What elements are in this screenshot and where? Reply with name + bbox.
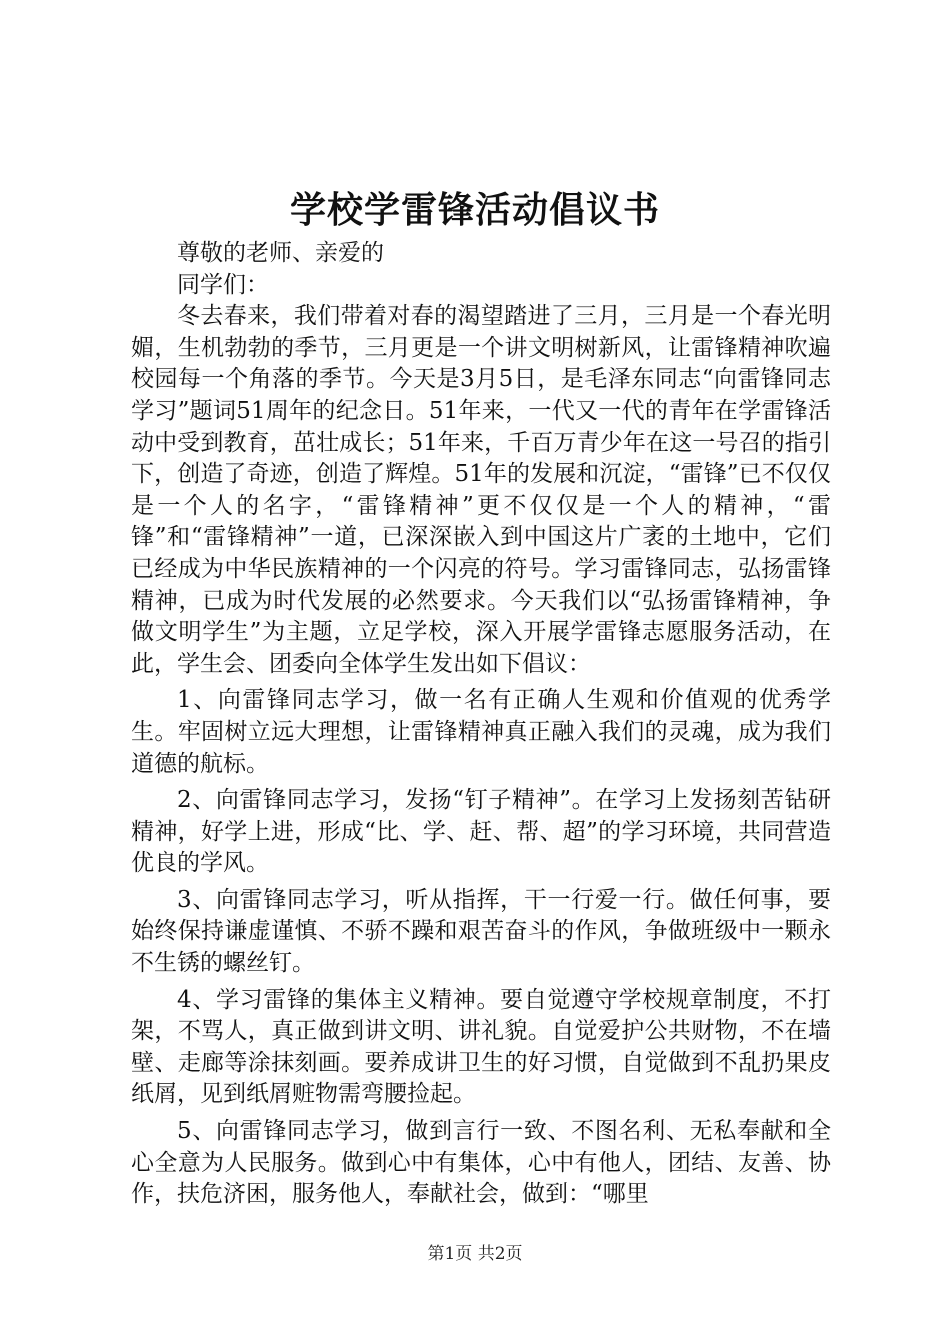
salutation-line-2: 同学们： (177, 271, 269, 298)
proposal-item-2: 2、向雷锋同志学习，发扬“钉子精神”。在学习上发扬刻苦钻研精神，好学上进，形成“比、学、赶、帮、超”的学习环境，共同营造优良的学风。 (131, 787, 831, 877)
document-title: 学校学雷锋活动倡议书 (289, 189, 660, 231)
proposal-item-3: 3、向雷锋同志学习，听从指挥，干一行爱一行。做任何事，要始终保持谦虚谨慎、不骄不躁和艰苦奋斗的作风，争做班级中一颗永不生锈的螺丝钉。 (131, 886, 831, 977)
intro-paragraph: 冬去春来，我们带着对春的渴望踏进了三月，三月是一个春光明媚，生机勃勃的季节，三月更是一个讲文明树新风，让雷锋精神吹遍校园每一个角落的季节。今天是3月5日，是毛泽东同志“向雷锋同志学习”题词51周年的纪念日。51年来，一代又一代的青年在学雷锋活动中受到教育，茁壮成长；51年来，千百万青少年在这一号召的指引下，创造了奇迹，创造了辉煌。51年的发展和沉淀，“雷锋”已不仅仅是一个人的名字，“雷锋精神”更不仅仅是一个人的精神，“雷锋”和“雷锋精神”一道，已深深嵌入到中国这片广袤的土地中，它们已经成为中华民族精神的一个闪亮的符号。学习雷锋同志，弘扬雷锋精神，已成为时代发展的必然要求。今天我们以“弘扬雷锋精神，争做文明学生”为主题，立足学校，深入开展学雷锋志愿服务活动，在此，学生会、团委向全体学生发出如下倡议： (131, 303, 831, 677)
proposal-item-5: 5、向雷锋同志学习，做到言行一致、不图名利、无私奉献和全心全意为人民服务。做到心中有集体，心中有他人，团结、友善、协作，扶危济困，服务他人，奉献社会，做到：“哪里 (131, 1118, 831, 1208)
proposal-item-4: 4、学习雷锋的集体主义精神。要自觉遵守学校规章制度，不打架，不骂人，真正做到讲文明、讲礼貌。自觉爱护公共财物，不在墙壁、走廊等涂抹刻画。要养成讲卫生的好习惯，自觉做到不乱扔果皮纸屑，见到纸屑赃物需弯腰捡起。 (131, 986, 831, 1108)
salutation-line-1: 尊敬的老师、亲爱的 (177, 240, 384, 266)
page-footer (0, 1242, 950, 1266)
proposal-item-1: 1、向雷锋同志学习，做一名有正确人生观和价值观的优秀学生。牢固树立远大理想，让雷锋精神真正融入我们的灵魂，成为我们道德的航标。 (131, 687, 831, 777)
document-body (131, 238, 831, 1211)
page-indicator: 第1页 共2页 (427, 1244, 523, 1264)
